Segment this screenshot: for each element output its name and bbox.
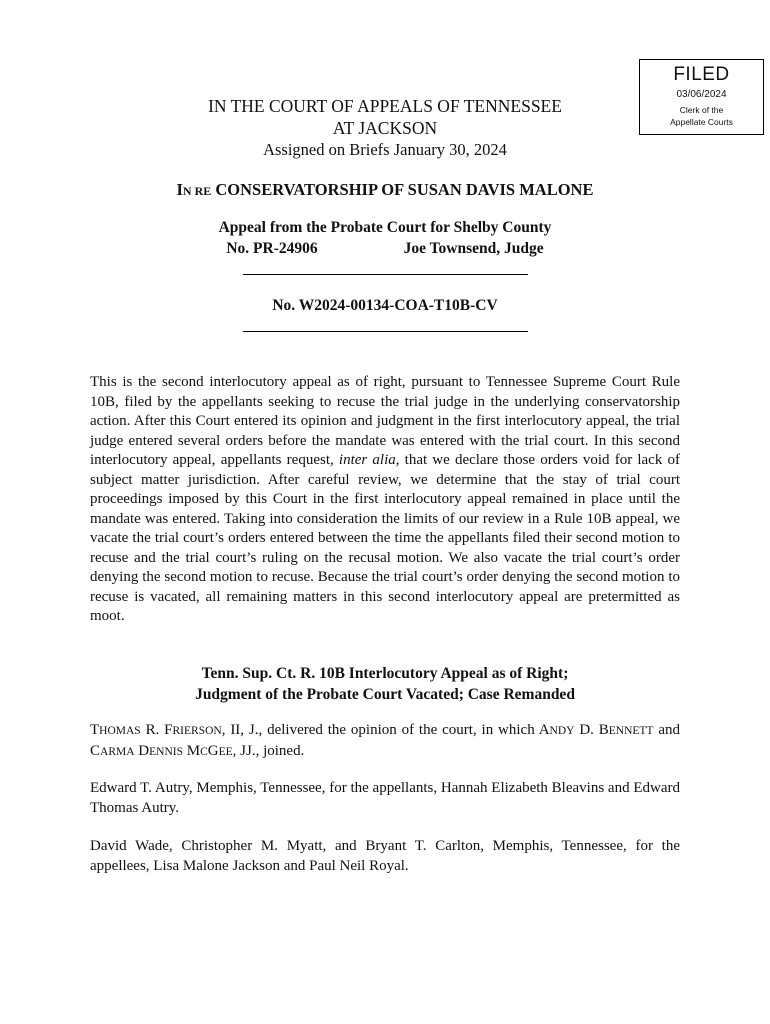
holding-line2: Judgment of the Probate Court Vacated; Case Remanded: [195, 686, 575, 703]
opinion-text: T: [90, 722, 100, 738]
opinion-smallcaps: ARMA: [100, 745, 135, 758]
caption-in-re-smallcaps: N RE: [182, 184, 212, 198]
opinion-smallcaps: ENNIS: [149, 745, 183, 758]
stamp-date: 03/06/2024: [676, 89, 727, 100]
opinion-smallcaps: HOMAS: [99, 725, 141, 737]
case-summary: [90, 373, 680, 627]
opinion-smallcaps: EE: [218, 745, 233, 758]
caption-in-re-initial: I: [176, 180, 183, 199]
opinion-author-line: [90, 721, 680, 762]
assigned-date: Assigned on Briefs January 30, 2024: [263, 140, 507, 159]
holding-line1: Tenn. Sup. Ct. R. 10B Interlocutory Appeal as of Right;: [201, 665, 569, 682]
divider-top: [243, 274, 528, 275]
opinion-smallcaps: ENNETT: [608, 725, 654, 737]
appeal-case-judge-line: [0, 240, 770, 258]
trial-case-number: No. PR-24906: [226, 240, 318, 257]
opinion-smallcaps: C: [200, 745, 208, 758]
opinion-text: R. F: [140, 722, 173, 738]
appeal-from-line: Appeal from the Probate Court for Shelby County: [218, 219, 552, 236]
stamp-court-line: Appellate Courts: [670, 117, 733, 127]
summary-part2: , that we declare those orders void for lack of subject matter jurisdiction. After careful review, we determine that the stay of trial court proceedings imposed by this Court in the first interlocutory appeal remained in place until the mandate was entered. Taking into consideration the limits of our review in a Rule 10B appeal, we vacate the trial court’s orders entered between the time the appellants filed their second motion to recuse and the trial court’s ruling on the recusal motion. We also vacate the trial court’s order denying the second motion to recuse. Because the trial court’s order denying the second motion to recuse is vacated, all remaining matters in this second interlocutory appeal are pretermitted as moot.: [90, 452, 681, 624]
caption-title: CONSERVATORSHIP OF SUSAN DAVIS MALONE: [211, 180, 594, 199]
summary-part1: This is the second interlocutory appeal as of right, pursuant to Tennessee Supreme Court Rule 10B, filed by the appellants seeking to recuse the trial judge in the underlying conservatorship action. After this Court entered its opinion and judgment in the first interlocutory appeal, the trial judge entered several orders before the mandate was entered with the trial court. In this second interlocutory appeal, appellants request,: [90, 374, 680, 468]
trial-judge: Joe Townsend, Judge: [403, 240, 544, 257]
opinion-text: , II, J., delivered the opinion of the court, in which A: [221, 722, 550, 738]
opinion-smallcaps: RIERSON: [172, 725, 222, 737]
opinion-text: D. B: [574, 722, 609, 738]
counsel-appellees: David Wade, Christopher M. Myatt, and Bryant T. Carlton, Memphis, Tennessee, for the appellees, Lisa Malone Jackson and Paul Neil Royal.: [90, 838, 680, 874]
opinion-text: , JJ., joined.: [232, 742, 305, 759]
counsel-appellants: Edward T. Autry, Memphis, Tennessee, for the appellants, Hannah Elizabeth Bleavins and Edward Thomas Autry.: [90, 780, 680, 816]
summary-italic-term: inter alia: [338, 452, 396, 468]
stamp-title: FILED: [673, 64, 730, 85]
opinion-text: D: [134, 742, 150, 759]
court-name-line1: IN THE COURT OF APPEALS OF TENNESSEE: [208, 96, 562, 116]
opinion-smallcaps: NDY: [549, 725, 575, 737]
stamp-clerk-line: Clerk of the: [679, 105, 724, 115]
holding: [0, 663, 770, 705]
opinion-text: M: [183, 742, 201, 759]
court-name-line2: AT JACKSON: [332, 118, 438, 138]
opinion-text: and C: [90, 722, 680, 759]
docket-number: No. W2024-00134-COA-T10B-CV: [272, 297, 498, 314]
opinion-text: G: [207, 742, 219, 759]
case-caption: [0, 180, 770, 200]
divider-bottom: [243, 331, 528, 332]
